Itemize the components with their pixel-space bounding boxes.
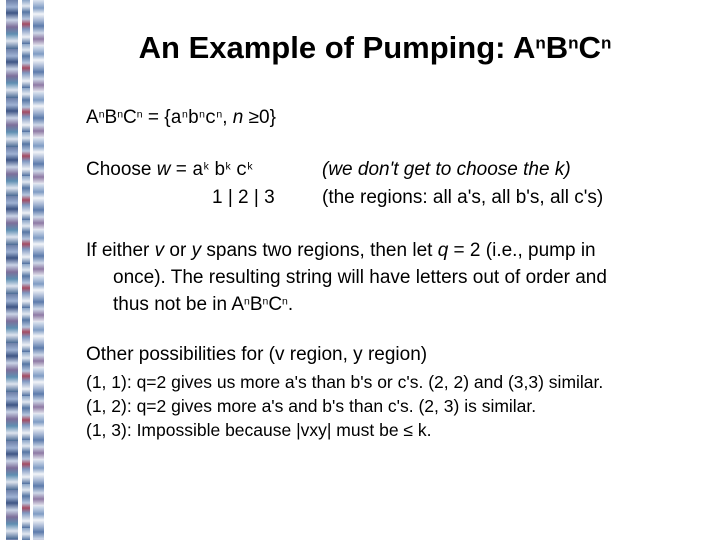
region-note: (the regions: all a's, all b's, all c's) — [322, 187, 604, 208]
decorative-strip — [33, 0, 44, 540]
decorative-strip — [6, 0, 18, 540]
decorative-strip — [22, 0, 30, 540]
case-line: (1, 3): Impossible because |vxy| must be ≤ k. — [86, 420, 432, 440]
case-line: (1, 1): q=2 gives us more a's than b's or c's. (2, 2) and (3,3) similar. — [86, 372, 604, 392]
language-definition: $A^nB^nC^n = \{a^nb^nc^n$, n ≥0} — [86, 107, 276, 129]
other-possibilities-heading: Other possibilities for (v region, y region) — [86, 344, 428, 365]
choose-w-line: Choose $w = a^k$ $b^k$ $c^k$ — [86, 159, 253, 181]
slide-title: An Example of Pumping: $A^nB^nC^n$ — [138, 30, 612, 65]
choose-note: (we don't get to choose the k) — [322, 159, 571, 180]
region-numbers: 1 | 2 | 3 — [212, 187, 275, 208]
pumping-paragraph: If either v or y spans two regions, then let q = 2 (i.e., pump in once). The resulting string will have letters out of order and thus not be in $A^nB^nC^n$. — [86, 240, 607, 315]
case-line: (1, 2): q=2 gives more a's and b's than c's. (2, 3) is similar. — [86, 396, 537, 416]
